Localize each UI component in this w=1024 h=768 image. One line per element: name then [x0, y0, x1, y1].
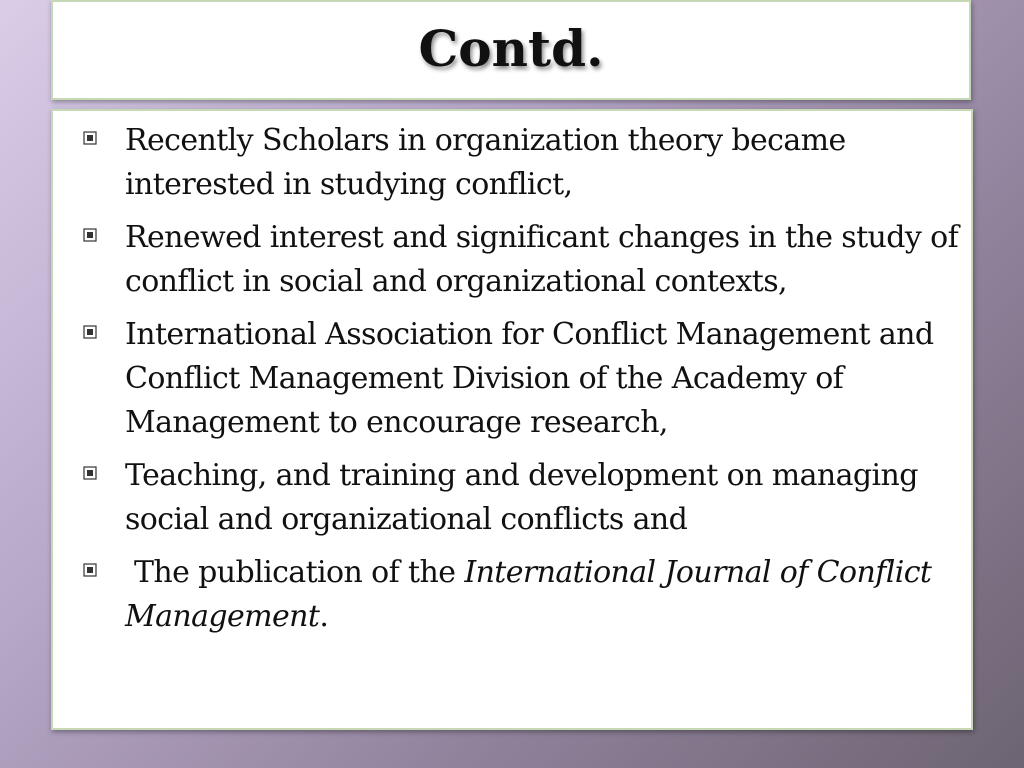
square-bullet-icon: [83, 131, 105, 153]
square-bullet-icon: [83, 228, 105, 250]
bullet-text-prefix: The publication of the: [125, 555, 465, 590]
slide-title: Contd.: [418, 18, 604, 78]
square-bullet-icon: [83, 563, 105, 585]
bullet-text: Renewed interest and significant changes in the study of conflict in social and organizational contexts,: [125, 220, 959, 299]
journal-title: International Journal of Conflict Management: [125, 555, 932, 634]
square-bullet-icon: [83, 325, 105, 347]
bullet-text-suffix: .: [319, 599, 329, 634]
content-box: [51, 109, 973, 730]
bullet-item: [83, 454, 963, 542]
bullet-text: Recently Scholars in organization theory became interested in studying conflict,: [125, 123, 846, 202]
bullet-text: [125, 551, 963, 639]
bullet-item: [83, 216, 963, 304]
square-bullet-icon: [83, 466, 105, 488]
bullet-text: International Association for Conflict Management and Conflict Management Division of the Academy of Management to encourage research,: [125, 317, 934, 440]
bullet-item: [83, 551, 963, 639]
bullet-item: [83, 313, 963, 445]
bullet-text: Teaching, and training and development on managing social and organizational conflicts and: [125, 458, 918, 537]
bullet-item: [83, 119, 963, 207]
bullet-list: [83, 119, 963, 648]
title-box: [51, 0, 971, 100]
